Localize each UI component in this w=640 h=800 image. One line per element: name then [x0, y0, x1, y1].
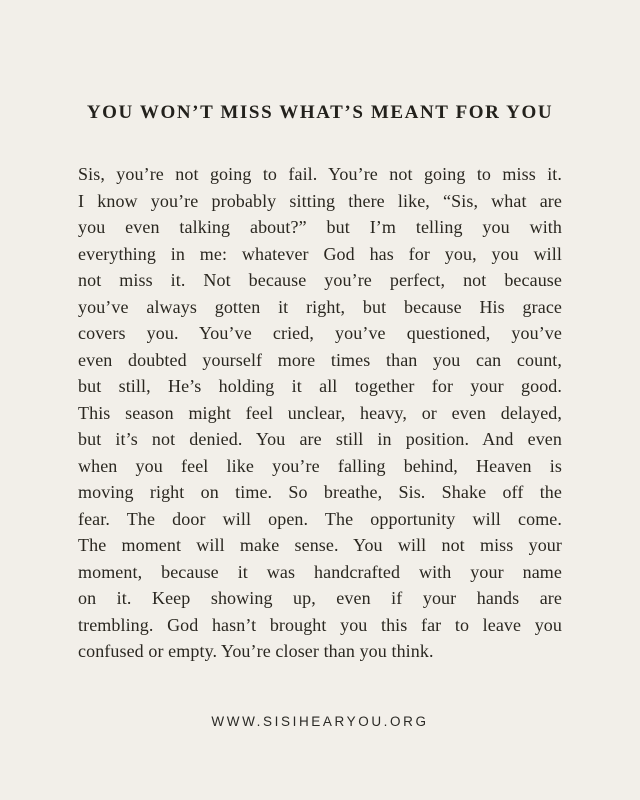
body-line: on it. Keep showing up, even if your hands are [78, 588, 562, 608]
body-line: I know you’re probably sitting there like, “Sis, what are [78, 190, 562, 211]
body-line: Sis, you’re not going to fail. You’re not going to miss it. [78, 164, 562, 184]
body-line: when you feel like you’re falling behind, Heaven is [78, 455, 562, 476]
footer-url: WWW.SISIHEARYOU.ORG [211, 714, 429, 729]
body-text [78, 161, 562, 665]
body-line: but still, He’s holding it all together for your good. [78, 376, 562, 396]
body-line: moment, because it was handcrafted with your name [78, 561, 562, 582]
body-line: This season might feel unclear, heavy, or even delayed, [78, 402, 562, 423]
body-line: everything in me: whatever God has for you, you will [78, 243, 562, 264]
body-line: trembling. God hasn’t brought you this far to leave you [78, 614, 562, 635]
body-line: moving right on time. So breathe, Sis. Shake off the [78, 482, 562, 502]
body-line: but it’s not denied. You are still in position. And even [78, 429, 562, 449]
body-line: confused or empty. You’re closer than you think. [78, 641, 434, 661]
body-line: fear. The door will open. The opportunity will come. [78, 508, 562, 529]
page-title: YOU WON’T MISS WHAT’S MEANT FOR YOU [86, 102, 554, 123]
body-line: The moment will make sense. You will not miss your [78, 535, 562, 555]
body-line: you even talking about?” but I’m telling you with [78, 217, 562, 237]
body-line: even doubted yourself more times than you can count, [78, 349, 562, 370]
body-line: not miss it. Not because you’re perfect, not because [78, 270, 562, 290]
body-line: covers you. You’ve cried, you’ve questioned, you’ve [78, 323, 562, 343]
body-line: you’ve always gotten it right, but because His grace [78, 296, 562, 317]
